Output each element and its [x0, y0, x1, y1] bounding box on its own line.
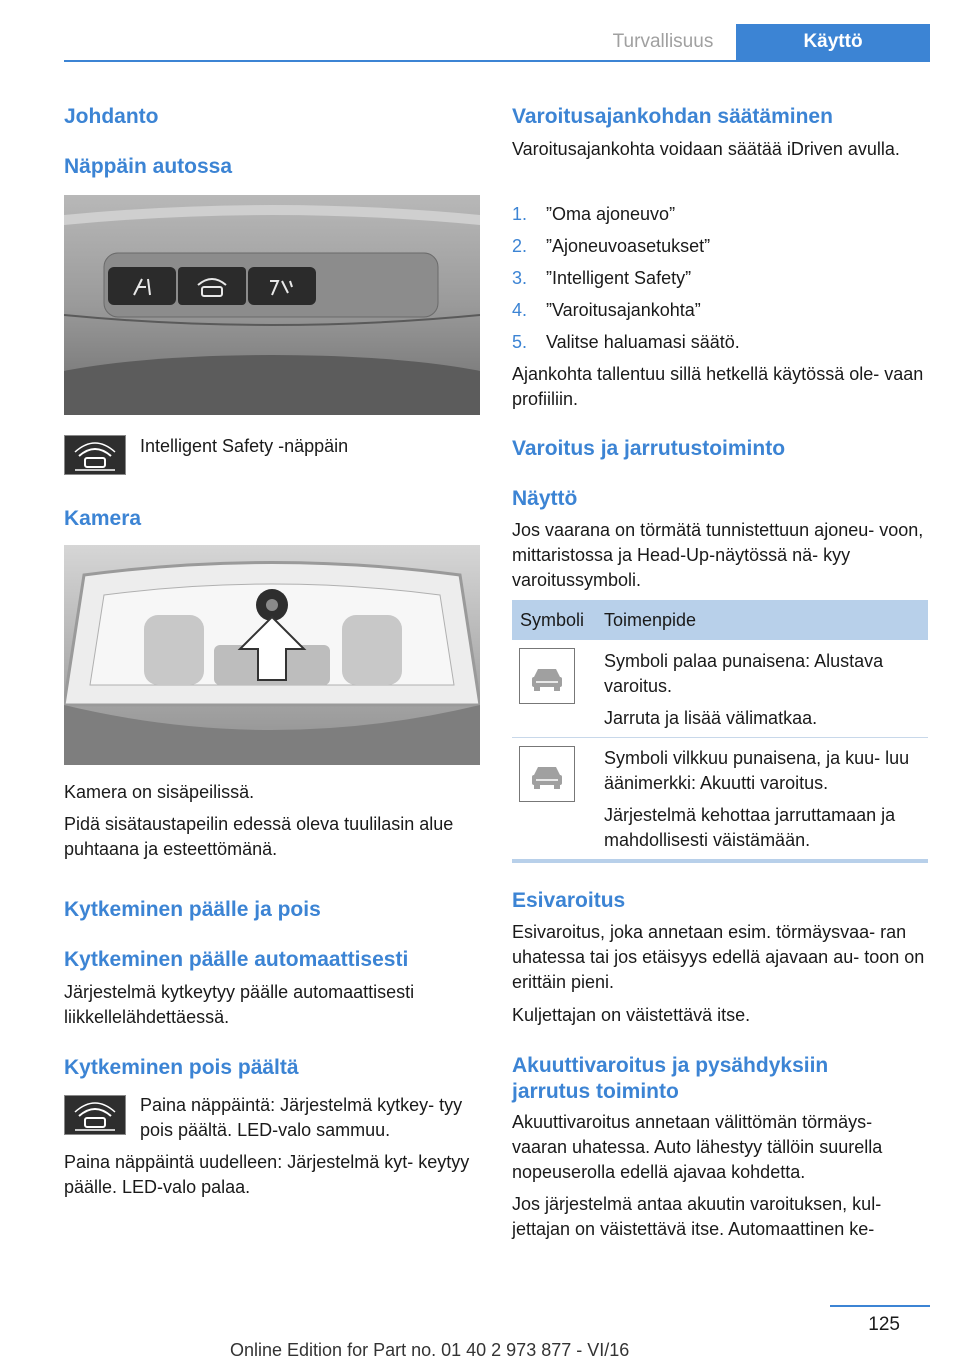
header-section-tab: Turvallisuus	[612, 31, 714, 52]
camera-location-photo	[64, 545, 480, 765]
heading-intro: Johdanto	[64, 105, 159, 128]
intelligent-safety-button-icon	[64, 435, 126, 475]
symbol-table-header	[512, 600, 928, 640]
heading-auto-on: Kytkeminen päälle automaattisesti	[64, 948, 409, 971]
prewarning-text-2: Kuljettajan on väistettävä itse.	[512, 1005, 751, 1025]
button-panel-photo	[64, 195, 480, 415]
adjust-text: Varoitusajankohta voidaan säätää iDriven avulla.	[512, 139, 900, 159]
table-row-1-text-a: Symboli palaa punaisena: Alustava varoitus.	[604, 651, 884, 696]
list-item: 1. ”Oma ajoneuvo”	[512, 204, 676, 224]
heading-display: Näyttö	[512, 487, 578, 510]
display-text: Jos vaarana on törmätä tunnistettuun ajoneu‐ voon, mittaristossa ja Head-Up-näytössä nä‐ kyy varoitussymboli.	[512, 520, 924, 590]
camera-text-2: Pidä sisätaustapeilin edessä oleva tuulilasin alue puhtaana ja esteettömänä.	[64, 814, 454, 859]
list-item: 4. ”Varoitusajankohta”	[512, 300, 701, 320]
acute-text-2: Jos järjestelmä antaa akuutin varoituksen, kul‐ jettajan on väistettävä itse. Automaattinen ke‐	[512, 1194, 882, 1239]
header-active-tab: Käyttö	[736, 24, 930, 60]
heading-adjust-timing: Varoitusajankohdan säätäminen	[512, 105, 833, 128]
table-row-2-text-b: Järjestelmä kehottaa jarruttamaan ja mahdollisesti väistämään.	[604, 805, 896, 850]
car-warning-symbol-icon-2	[519, 746, 575, 802]
list-item: 3. ”Intelligent Safety”	[512, 268, 692, 288]
column-header-symbol: Symboli	[520, 610, 585, 630]
heading-warning: Varoitus ja jarrutustoiminto	[512, 437, 786, 460]
table-row-2-text-a: Symboli vilkkuu punaisena, ja kuu‐ luu äänimerkki: Akuutti varoitus.	[604, 748, 910, 793]
list-item: 2. ”Ajoneuvoasetukset”	[512, 236, 711, 256]
auto-on-text: Järjestelmä kytkeytyy päälle automaattisesti liikkellelähdettäessä.	[64, 982, 415, 1027]
acute-text-1: Akuuttivaroitus annetaan välittömän törmäys‐ vaaran uhatessa. Auto lähestyy tällöin suurella nopeuserolla edellä ajavaa kohdetta.	[512, 1112, 883, 1182]
edition-footer: Online Edition for Part no. 01 40 2 973 877 - VI/16	[230, 1340, 630, 1360]
page-number: 125	[868, 1314, 900, 1335]
table-row-1-text-b: Jarruta ja lisää välimatkaa.	[604, 708, 818, 728]
camera-text-1: Kamera on sisäpeilissä.	[64, 782, 255, 802]
prewarning-text-1: Esivaroitus, joka annetaan esim. törmäysvaa‐ ran uhatessa tai jos etäisyys edellä ajavaan au‐ toon on erittäin pieni.	[512, 922, 925, 992]
heading-button: Näppäin autossa	[64, 155, 233, 178]
table-row-divider	[512, 737, 928, 738]
adjust-text-2: Ajankohta tallentuu sillä hetkellä käytössä ole‐ vaan profiiliin.	[512, 364, 924, 409]
column-header-action: Toimenpide	[604, 610, 697, 630]
heading-prewarning: Esivaroitus	[512, 889, 626, 912]
header-rule	[64, 60, 930, 62]
heading-camera: Kamera	[64, 507, 142, 530]
table-bottom-rule	[512, 859, 928, 863]
settings-steps-list	[512, 198, 928, 358]
heading-switch-off: Kytkeminen pois päältä	[64, 1056, 299, 1079]
switch-off-text-2: Paina näppäintä uudelleen: Järjestelmä kyt‐ keytyy päälle. LED-valo palaa.	[64, 1152, 470, 1197]
heading-on-off: Kytkeminen päälle ja pois	[64, 898, 321, 921]
footer-rule	[830, 1305, 930, 1307]
list-item: 5. Valitse haluamasi säätö.	[512, 332, 740, 352]
car-warning-symbol-icon	[519, 648, 575, 704]
switch-off-text-1: Paina näppäintä: Järjestelmä kytkey‐ tyy pois päältä. LED-valo sammuu.	[140, 1095, 463, 1140]
icon-caption: Intelligent Safety -näppäin	[140, 436, 349, 456]
heading-acute-warning: Akuuttivaroitus ja pysähdyksiin jarrutus toiminto	[512, 1054, 829, 1103]
intelligent-safety-button-icon-2	[64, 1095, 126, 1135]
